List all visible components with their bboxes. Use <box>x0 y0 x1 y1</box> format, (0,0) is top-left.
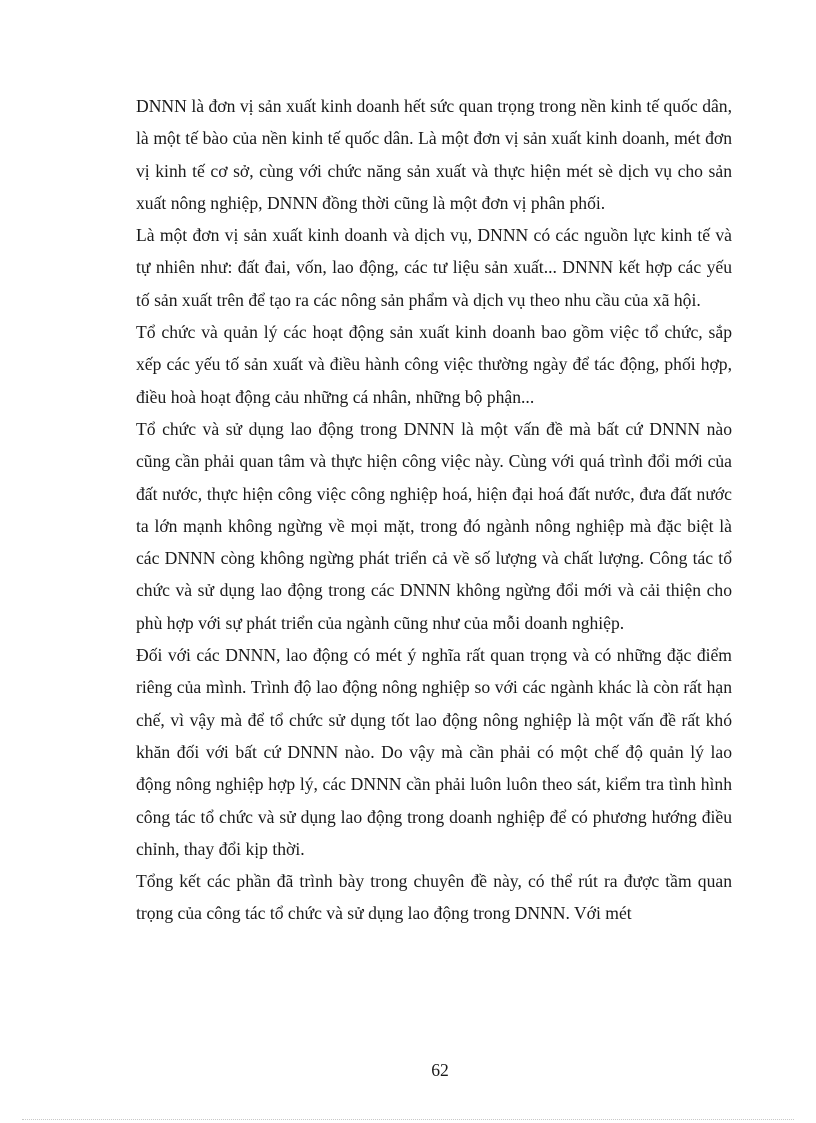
paragraph-labor-use: Tổ chức và sử dụng lao động trong DNNN là một vấn đề mà bất cứ DNNN nào cũng cần phải quan tâm và thực hiện công việc này. Cùng với quá trình đổi mới của đất nước, thực hiện công việc công nghiệp hoá, hiện đại hoá đất nước, đưa đất nước ta lớn mạnh không ngừng về mọi mặt, trong đó ngành nông nghiệp mà đặc biệt là các DNNN còng không ngừng phát triển cả về số lượng và chất lượng. Công tác tổ chức và sử dụng lao động trong các DNNN không ngừng đổi mới và cải thiện cho phù hợp với sự phát triển của ngành cũng như của mỗi doanh nghiệp. <box>136 418 732 633</box>
paragraph-resources: Là một đơn vị sản xuất kinh doanh và dịch vụ, DNNN có các nguồn lực kinh tế và tự nhiên như: đất đai, vốn, lao động, các tư liệu sản xuất... DNNN kết hợp các yếu tố sản xuất trên để tạo ra các nông sản phẩm và dịch vụ theo nhu cầu của xã hội. <box>136 225 732 310</box>
document-body <box>136 90 732 930</box>
paragraph-labor-significance: Đối với các DNNN, lao động có mét ý nghĩa rất quan trọng và có những đặc điểm riêng của mình. Trình độ lao động nông nghiệp so với các ngành khác là còn rất hạn chế, vì vậy mà để tổ chức sử dụng tốt lao động nông nghiệp là một vấn đề rất khó khăn đối với bất cứ DNNN nào. Do vậy mà cần phải có một chế độ quản lý lao động nông nghiệp hợp lý, các DNNN cần phải luôn luôn theo sát, kiểm tra tình hình công tác tổ chức và sử dụng lao động trong doanh nghiệp để có phương hướng điều chỉnh, thay đổi kịp thời. <box>136 645 732 859</box>
paragraph-organization: Tổ chức và quản lý các hoạt động sản xuất kinh doanh bao gồm việc tổ chức, sắp xếp các yếu tố sản xuất và điều hành công việc thường ngày để tác động, phối hợp, điều hoà hoạt động cảu những cá nhân, những bộ phận... <box>136 322 732 407</box>
footer-divider <box>22 1119 794 1120</box>
paragraph-dnnn-role: DNNN là đơn vị sản xuất kinh doanh hết sức quan trọng trong nền kinh tế quốc dân, là một tế bào của nền kinh tế quốc dân. Là một đơn vị sản xuất kinh doanh, mét đơn vị kinh tế cơ sở, cùng với chức năng sản xuất và thực hiện mét sè dịch vụ cho sản xuất nông nghiệp, DNNN đồng thời cũng là một đơn vị phân phối. <box>136 96 732 213</box>
page-number: 62 <box>431 1060 449 1080</box>
paragraph-summary: Tổng kết các phần đã trình bày trong chuyên đề này, có thể rút ra được tầm quan trọng của công tác tổ chức và sử dụng lao động trong DNNN. Với mét <box>136 871 732 924</box>
